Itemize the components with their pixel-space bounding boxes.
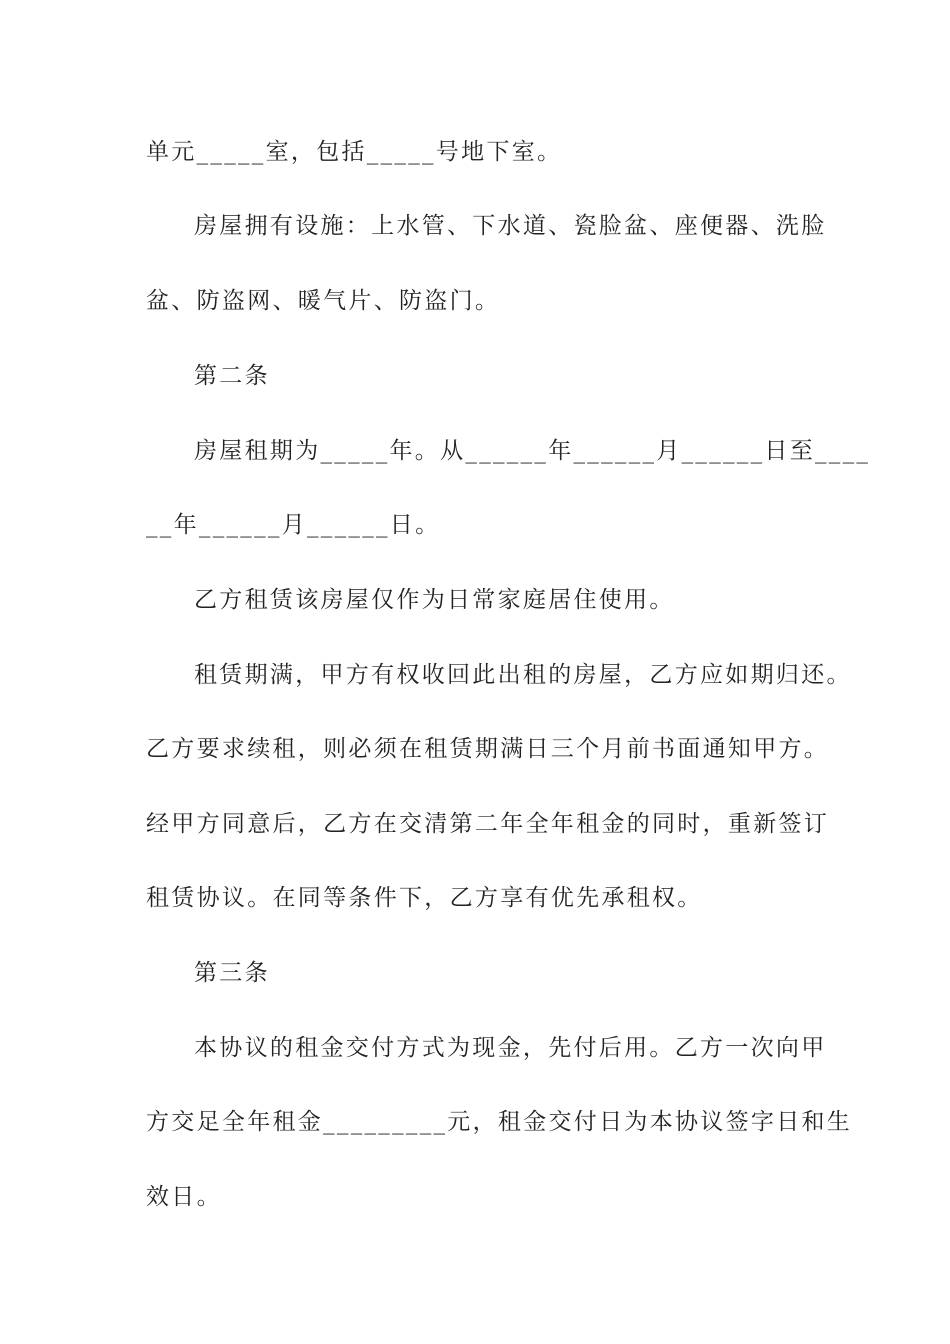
text-line: 盆、防盗网、暖气片、防盗门。 (146, 288, 501, 314)
text-line: 乙方要求续租，则必须在租赁期满日三个月前书面通知甲方。 (146, 736, 830, 762)
paragraph-usage: 乙方租赁该房屋仅作为日常家庭居住使用。 (194, 587, 675, 613)
text-line: 方交足全年租金_________元，租金交付日为本协议签字日和生 (146, 1109, 853, 1135)
text-line: 单元_____室，包括_____号地下室。 (146, 139, 563, 165)
paragraph-facilities: 房屋拥有设施：上水管、下水道、瓷脸盆、座便器、洗脸 (194, 213, 827, 239)
paragraph-lease-expiry: 租赁期满，甲方有权收回此出租的房屋，乙方应如期归还。 (194, 662, 852, 688)
section-heading-article-3: 第三条 (194, 960, 270, 986)
paragraph-lease-term: 房屋租期为_____年。从______年______月______日至____ (194, 438, 871, 464)
text-line: 经甲方同意后，乙方在交清第二年全年租金的同时，重新签订 (146, 811, 830, 837)
text-line: 效日。 (146, 1184, 222, 1210)
paragraph-payment: 本协议的租金交付方式为现金，先付后用。乙方一次向甲 (194, 1035, 827, 1061)
section-heading-article-2: 第二条 (194, 363, 270, 389)
text-line: __年______月______日。 (146, 512, 441, 538)
text-line: 租赁协议。在同等条件下，乙方享有优先承租权。 (146, 885, 703, 911)
